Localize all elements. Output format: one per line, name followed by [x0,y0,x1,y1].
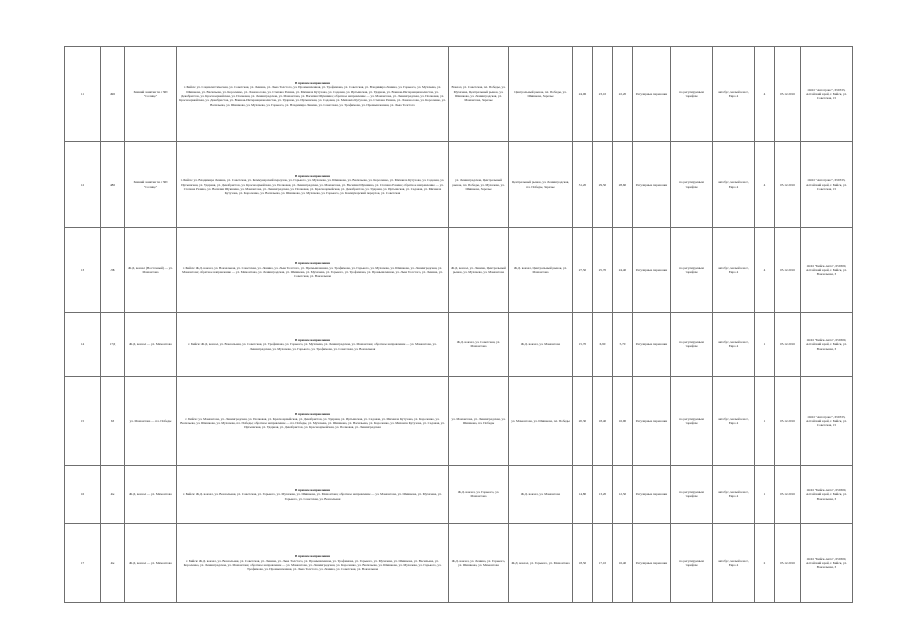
length-total: 16,40 [613,524,633,603]
route-description [177,465,449,523]
stops-list: Вокзал, ул. Советская, пл. Победы, ул. Мухачева, Центральный рынок, ул. Шишкова, ул. Ленинградская, ул. Мамонтова, Заречье [449,47,509,142]
streets-list: Ж.Д. вокзал, ул. Горького, ул. Мамонтова [509,524,573,603]
route-path-text: г. Бийск: Ж.Д. вокзал, ул. Вокзальная, ул. Советская, ул. Горького, ул. Мухачева, ул. Шишкова, ул. Мамонтова; обратное направление — ул. Мамонтова, ул. Шишкова, ул. Мухачева, ул. Горького, ул. Советская, ул. Вокзальная [183,492,442,501]
transport-mode: Регулярные перевозки [633,377,671,466]
length-total: 5,70 [613,312,633,377]
length-backward: 13,20 [593,465,613,523]
tariff-type: по регулируемым тарифам [671,228,713,312]
vehicle-count: 1 [755,465,775,523]
transport-mode: Регулярные перевозки [633,465,671,523]
row-number: 16 [65,465,101,523]
route-description [177,377,449,466]
start-date: 05.12.2016 [775,377,801,466]
route-path-text: г. Бийск: Ж.Д. вокзал, ул. Вокзальная, ул. Советская, ул. Трофимова, ул. Горького, ул. Мухачева, ул. Ленинградская, ул. Мамонтова; обратное направление — ул. Мамонтова, ул. Ленинградская, ул. Мухачева, ул. Горького, ул. Трофимова, ул. Советская, ул. Вокзальная [188,342,437,351]
length-backward: 23,10 [593,47,613,142]
tariff-type: по регулируемым тарифам [671,142,713,228]
length-forward: 18,50 [573,524,593,603]
vehicle-count: 1 [755,312,775,377]
table-row [65,142,853,228]
streets-list: Центральный рынок, ул. Ленинградская, пл. Победы, Заречье [509,142,573,228]
route-direction-title: В прямом направлении [294,81,331,86]
table-row [65,228,853,312]
length-total: 28,60 [613,142,633,228]
route-name: Ж.Д. вокзал — ул. Мамонтова [125,524,177,603]
carrier-info: ООО "Автотранс", 659333, Алтайский край, г. Бийск, ул. Советская, 15 [801,142,853,228]
vehicle-count: 1 [755,377,775,466]
route-name: Ж.Д. вокзал — ул. Мамонтова [125,312,177,377]
length-backward: 29,50 [593,142,613,228]
row-number: 14 [65,312,101,377]
vehicle-count: 4 [755,47,775,142]
route-direction-title: В прямом направлении [294,338,331,342]
route-direction-title: В прямом направлении [294,261,331,266]
route-name: ул. Мамонтова — пл. Победы [125,377,177,466]
vehicle-class: автобус, малый класс, Евро 4 [713,142,755,228]
stops-list: Ж.Д. вокзал, ул. Горького, ул. Мамонтова [449,465,509,523]
length-total: 22,20 [613,47,633,142]
route-direction-title: В прямом направлении [294,554,331,559]
route-name: Ж.Д. вокзал (Восточный) — ул. Мамонтова [125,228,177,312]
row-number: 13 [65,228,101,312]
route-code: 17Д [101,312,125,377]
route-name: Зимний занятия ти с ЧП "Солнце" [125,142,177,228]
carrier-info: ООО "Бийск-Авто", 659300, Алтайский край, г. Бийск, ул. Вокзальная, 3 [801,228,853,312]
length-forward: 31,20 [573,142,593,228]
length-backward: 17,10 [593,524,613,603]
route-code: ЛБ [101,228,125,312]
route-code: 4м [101,524,125,603]
streets-list: Ж.Д. вокзал, ул. Мамонтова [509,465,573,523]
route-code: 4м [101,465,125,523]
carrier-info: ООО "Автотранс", 659333, Алтайский край, г. Бийск, ул. Советская, 15 [801,377,853,466]
length-backward: 18,40 [593,377,613,466]
length-total: 16,90 [613,377,633,466]
streets-list: Центральный рынок, пл. Победы, ул. Шишкова, Заречье [509,47,573,142]
length-backward: 25,70 [593,228,613,312]
transport-mode: Регулярные перевозки [633,47,671,142]
vehicle-class: автобус, малый класс, Евро 4 [713,465,755,523]
streets-list: Ж.Д. вокзал, ул. Мамонтова [509,312,573,377]
table-row [65,377,853,466]
row-number: 15 [65,377,101,466]
vehicle-count: 4 [755,142,775,228]
table-row [65,47,853,142]
route-direction-title: В прямом направлении [294,173,331,178]
vehicle-class: автобус, малый класс, Евро 4 [713,524,755,603]
length-total: 24,40 [613,228,633,312]
route-direction-title: В прямом направлении [294,412,331,417]
vehicle-class: автобус, малый класс, Евро 4 [713,47,755,142]
carrier-info: ООО "Бийск-Авто", 659300, Алтайский край, г. Бийск, ул. Вокзальная, 3 [801,524,853,603]
length-forward: 15,70 [573,312,593,377]
length-forward: 24,06 [573,47,593,142]
transport-mode: Регулярные перевозки [633,228,671,312]
table-row [65,465,853,523]
document-page [64,46,852,603]
tariff-type: по регулируемым тарифам [671,377,713,466]
tariff-type: по регулируемым тарифам [671,524,713,603]
streets-list: ул. Мамонтова, ул. Шишкова, пл. Победы [509,377,573,466]
vehicle-count: 4 [755,228,775,312]
route-description [177,47,449,142]
route-path-text: г. Бийск: ул. Владимира Ленина, ул. Советская, ул. Коммунарский переулок, ул. Горького, ул. Мухачева, ул. Шишкова, ул. Васильева, ул. Короленко, ул. Михаила Кутузова, ул. Садовая, ул. Иртышская, ул. Ударная, ул. Декабристов, ул. Красноармейская, ул. Полковая, ул. Ленинградская, ул. Мамонтова, ул. Василия Шукшина, ул. Степана Разина; обратное направление — ул. Степана Разина, ул. Василия Шукшина, ул. Мамонтова, ул. Ленинградская, ул. Полковая, ул. Красноармейская, ул. Декабристов, ул. Ударная, ул. Иртышская, ул. Садовая, ул. Михаила Кутузова, ул. Короленко, ул. Васильева, ул. Шишкова, ул. Мухачева, ул. Горького, ул. Коммунарский переулок, ул. Советская [180,178,445,196]
length-forward: 14,80 [573,465,593,523]
transport-mode: Регулярные перевозки [633,524,671,603]
start-date: 05.12.2016 [775,465,801,523]
carrier-info: ООО "Бийск-Авто", 659300, Алтайский край, г. Бийск, ул. Вокзальная, 3 [801,312,853,377]
length-total: 12,50 [613,465,633,523]
route-description [177,524,449,603]
route-description [177,142,449,228]
vehicle-class: автобус, малый класс, Евро 4 [713,228,755,312]
stops-list: Ж.Д. вокзал, ул. Ленина, Центральный рынок, ул. Мухачева, ул. Мамонтова [449,228,509,312]
vehicle-class: автобус, малый класс, Евро 4 [713,377,755,466]
route-path-text: г. Бийск: Ж.Д. вокзал, ул. Вокзальная, ул. Советская, ул. Ленина, ул. Льва Толстого, ул. Промышленная, ул. Трофимова, ул. Горького, ул. Мухачева, ул. Шишкова, ул. Ленинградская, ул. Мамонтова; обратное направление — ул. Мамонтова, ул. Ленинградская, ул. Шишкова, ул. Мухачева, ул. Горького, ул. Трофимова, ул. Промышленная, ул. Льва Толстого, ул. Ленина, ул. Советская, ул. Вокзальная [182,265,443,279]
stops-list: ул. Ленинградская, Центральный рынок, пл. Победы, ул. Мухачева, ул. Шишкова, Заречье [449,142,509,228]
tariff-type: по регулируемым тарифам [671,465,713,523]
start-date: 05.12.2016 [775,312,801,377]
stops-list: Ж.Д. вокзал, ул. Советская, ул. Мамонтова [449,312,509,377]
start-date: 05.12.2016 [775,524,801,603]
route-code: 63 [101,377,125,466]
table-row [65,312,853,377]
carrier-info: ООО "Автотранс", 659333, Алтайский край, г. Бийск, ул. Советская, 15 [801,47,853,142]
route-registry-table [64,46,853,603]
vehicle-class: автобус, малый класс, Евро 4 [713,312,755,377]
route-path-text: г. Бийск: ул. Мамонтова, ул. Ленинградская, ул. Полковая, ул. Красноармейская, ул. Декабристов, ул. Ударная, ул. Иртышская, ул. Садовая, ул. Михаила Кутузова, ул. Короленко, ул. Васильева, ул. Шишкова, ул. Мухачева, пл. Победы; обратное направление — пл. Победы, ул. Мухачева, ул. Шишкова, ул. Васильева, ул. Короленко, ул. Михаила Кутузова, ул. Садовая, ул. Иртышская, ул. Ударная, ул. Декабристов, ул. Красноармейская, ул. Полковая, ул. Ленинградская [180,416,445,430]
stops-list: Ж.Д. вокзал, ул. Ленина, ул. Горького, ул. Шишкова, ул. Мамонтова [449,524,509,603]
start-date: 05.12.2016 [775,47,801,142]
start-date: 05.12.2016 [775,228,801,312]
route-path-text: г. Бийск: Ж.Д. вокзал, ул. Вокзальная, ул. Советская, ул. Ленина, ул. Льва Толстого, ул. Промышленная, ул. Трофимова, ул. Горького, ул. Мухачева, ул. Шишкова, ул. Васильева, ул. Короленко, ул. Ленинградская, ул. Мамонтова; обратное направление — ул. Мамонтова, ул. Ленинградская, ул. Короленко, ул. Васильева, ул. Шишкова, ул. Мухачева, ул. Горького, ул. Трофимова, ул. Промышленная, ул. Льва Толстого, ул. Ленина, ул. Советская, ул. Вокзальная [183,558,442,572]
tariff-type: по регулируемым тарифам [671,47,713,142]
stops-list: ул. Мамонтова, ул. Ленинградская, ул. Шишкова, пл. Победы [449,377,509,466]
route-code: 486 [101,142,125,228]
transport-mode: Регулярные перевозки [633,142,671,228]
route-direction-title: В прямом направлении [294,488,331,493]
route-code: 496 [101,47,125,142]
tariff-type: по регулируемым тарифам [671,312,713,377]
table-row [65,524,853,603]
route-description [177,312,449,377]
length-forward: 27,50 [573,228,593,312]
row-number: 12 [65,142,101,228]
route-path-text: г. Бийск: ул. Социалистическая, ул. Советская, ул. Ленина, ул. Льва Толстого, ул. Промышленная, ул. Трофимова, ул. Советская, ул. Владимира Ленина, ул. Горького, ул. Мухачева, ул. Шишкова, ул. Васильева, ул. Короленко, ул. Ломоносова, ул. Степана Разина, ул. Михаила Кутузова, ул. Садовая, ул. Иртышская, ул. Ударная, ул. Воинов-Интернационалистов, ул. Декабристов, ул. Красноармейская, ул. Полковая, ул. Ленинградская, ул. Мамонтова, ул. Василия Шукшина; обратное направление — ул. Мамонтова, ул. Ленинградская, ул. Полковая, ул. Красноармейская, ул. Декабристов, ул. Воинов-Интернационалистов, ул. Ударная, ул. Иртышская, ул. Садовая, ул. Михаила Кутузова, ул. Степана Разина, ул. Ломоносова, ул. Короленко, ул. Васильева, ул. Шишкова, ул. Мухачева, ул. Горького, ул. Владимира Ленина, ул. Советская, ул. Трофимова, ул. Промышленная, ул. Льва Толстого [179,85,446,107]
start-date: 05.12.2016 [775,142,801,228]
route-name: Зимний занятия ти с ЧП "Солнце" [125,47,177,142]
route-name: Ж.Д. вокзал — ул. Мамонтова [125,465,177,523]
streets-list: Ж.Д. вокзал, Центральный рынок, ул. Мамонтова [509,228,573,312]
carrier-info: ООО "Бийск-Авто", 659300, Алтайский край, г. Бийск, ул. Вокзальная, 3 [801,465,853,523]
vehicle-count: 2 [755,524,775,603]
row-number: 17 [65,524,101,603]
transport-mode: Регулярные перевозки [633,312,671,377]
length-forward: 20,30 [573,377,593,466]
row-number: 11 [65,47,101,142]
length-backward: 6,90 [593,312,613,377]
route-description [177,228,449,312]
